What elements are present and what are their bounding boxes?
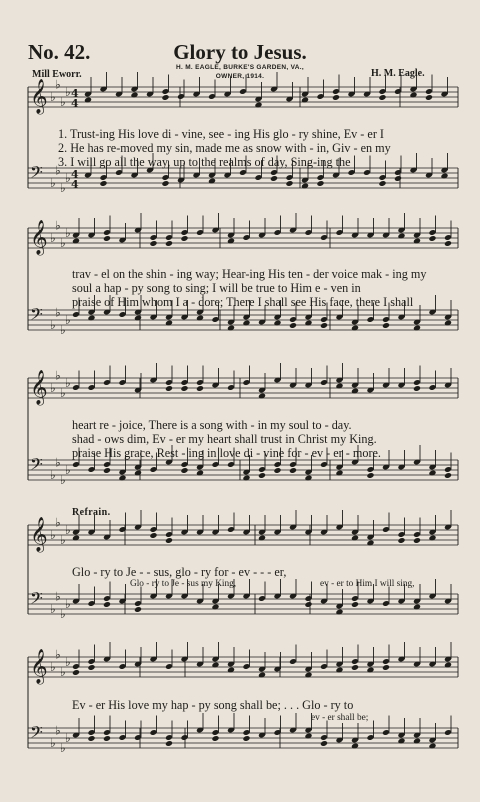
- time-signature-den: 4: [71, 178, 79, 191]
- note-head: [444, 240, 452, 247]
- flat-icon: ♭: [65, 463, 71, 477]
- note-head: [382, 664, 390, 671]
- note-head: [87, 735, 95, 742]
- note-head: [165, 240, 173, 247]
- bass-clef-icon: 𝄢: [30, 588, 43, 612]
- flat-icon: ♭: [60, 181, 66, 195]
- flat-icon: ♭: [50, 231, 56, 245]
- note-head: [351, 664, 359, 671]
- time-signature-num: 4: [71, 168, 79, 181]
- note-head: [165, 537, 173, 544]
- note-head: [72, 669, 80, 676]
- bass-clef-icon: 𝄢: [30, 162, 43, 186]
- note-head: [428, 235, 436, 242]
- flat-icon: ♭: [60, 236, 66, 250]
- flat-icon: ♭: [55, 647, 61, 662]
- note-head: [99, 180, 107, 187]
- lyric-refrain-lower-a: Glo - ry to Je - sus my King,: [130, 579, 237, 589]
- note-head: [413, 537, 421, 544]
- lyric-s2-verse1: trav - el on the shin - ing way; Hear-ing His ten - der voice mak - ing my: [72, 267, 427, 281]
- lyric-s1-verse3: 3. I will go all the way, up to the realms of day, Sing-ing the: [58, 155, 351, 169]
- note-head: [320, 322, 328, 329]
- flat-icon: ♭: [55, 723, 61, 738]
- note-head: [258, 472, 266, 479]
- flat-icon: ♭: [65, 731, 71, 745]
- copyright-line-1: H. M. EAGLE, BURKE'S GARDEN, VA.,: [176, 64, 304, 71]
- flat-icon: ♭: [60, 95, 66, 109]
- flat-icon: ♭: [50, 318, 56, 332]
- note-head: [378, 94, 386, 101]
- flat-icon: ♭: [60, 323, 66, 337]
- flat-icon: ♭: [55, 368, 61, 383]
- flat-icon: ♭: [65, 523, 71, 537]
- note-head: [320, 740, 328, 747]
- flat-icon: ♭: [55, 589, 61, 604]
- flat-icon: ♭: [55, 455, 61, 470]
- flat-icon: ♭: [50, 736, 56, 750]
- note-head: [165, 385, 173, 392]
- composer-credit: H. M. Eagle.: [371, 68, 425, 79]
- flat-icon: ♭: [65, 597, 71, 611]
- tune-name: Mill Eworr.: [32, 69, 82, 80]
- note-head: [180, 467, 188, 474]
- bass-clef-icon: 𝄢: [30, 454, 43, 478]
- lyric-s1-verse2: 2. He has re-moved my sin, made me as snow with - in, Giv - en my: [58, 141, 391, 155]
- flat-icon: ♭: [55, 305, 61, 320]
- lyric-refrain-upper: Glo - ry to Je - - sus, glo - ry for - ev - - - er,: [72, 565, 287, 579]
- treble-clef-icon: 𝄞: [30, 79, 48, 114]
- bass-clef-icon: 𝄢: [30, 722, 43, 746]
- lyric-s5-lower: ev - er shall be;: [311, 713, 369, 723]
- flat-icon: ♭: [50, 660, 56, 674]
- flat-icon: ♭: [65, 313, 71, 327]
- note-head: [425, 94, 433, 101]
- flat-icon: ♭: [65, 85, 71, 99]
- flat-icon: ♭: [60, 386, 66, 400]
- note-head: [134, 606, 142, 613]
- hymn-number: No. 42.: [28, 40, 91, 64]
- treble-clef-icon: 𝄞: [30, 649, 48, 684]
- flat-icon: ♭: [60, 741, 66, 755]
- note-head: [397, 537, 405, 544]
- note-head: [444, 472, 452, 479]
- flat-icon: ♭: [55, 218, 61, 233]
- note-head: [366, 472, 374, 479]
- note-head: [149, 240, 157, 247]
- refrain-label: Refrain.: [72, 507, 111, 518]
- flat-icon: ♭: [55, 163, 61, 178]
- note-head: [103, 735, 111, 742]
- flat-icon: ♭: [60, 665, 66, 679]
- time-signature-num: 4: [71, 87, 79, 100]
- note-head: [304, 601, 312, 608]
- lyric-s2-verse3: praise of Him whom I a - dore; There I shall see His face, there I shall: [72, 295, 414, 309]
- note-head: [316, 180, 324, 187]
- bass-clef-icon: 𝄢: [30, 304, 43, 328]
- lyric-s2-verse2: soul a hap - py song to sing; I will be true to Him e - ven in: [72, 281, 361, 295]
- note-head: [332, 94, 340, 101]
- note-head: [149, 532, 157, 539]
- note-head: [289, 467, 297, 474]
- hymn-title: Glory to Jesus.: [173, 40, 307, 64]
- note-head: [394, 175, 402, 182]
- note-head: [285, 180, 293, 187]
- flat-icon: ♭: [65, 171, 71, 185]
- flat-icon: ♭: [65, 655, 71, 669]
- lyric-s5-upper: Ev - er His love my hap - py song shall be; . . . Glo - ry to: [72, 698, 354, 712]
- flat-icon: ♭: [50, 176, 56, 190]
- flat-icon: ♭: [65, 376, 71, 390]
- treble-clef-icon: 𝄞: [30, 370, 48, 405]
- lyric-refrain-lower-b: ev - er to Him I will sing,: [320, 579, 415, 589]
- copyright-line-2: OWNER, 1914.: [215, 73, 265, 80]
- note-head: [180, 385, 188, 392]
- note-head: [270, 175, 278, 182]
- treble-clef-icon: 𝄞: [30, 220, 48, 255]
- flat-icon: ♭: [55, 515, 61, 530]
- lyric-s1-verse1: 1. Trust-ing His love di - vine, see - ing His glo - ry shine, Ev - er I: [58, 127, 384, 141]
- lyric-s3-verse2: shad - ows dim, Ev - er my heart shall trust in Christ my King.: [72, 432, 377, 446]
- lyric-s3-verse3: praise His grace, Rest - ing in love di - vine for - ev - er - more.: [72, 446, 381, 460]
- note-head: [161, 180, 169, 187]
- note-head: [196, 385, 204, 392]
- flat-icon: ♭: [50, 528, 56, 542]
- note-head: [165, 740, 173, 747]
- time-signature-den: 4: [71, 97, 79, 110]
- note-head: [289, 322, 297, 329]
- flat-icon: ♭: [55, 77, 61, 92]
- flat-icon: ♭: [50, 602, 56, 616]
- note-head: [273, 467, 281, 474]
- note-head: [242, 735, 250, 742]
- note-head: [351, 601, 359, 608]
- note-head: [161, 94, 169, 101]
- flat-icon: ♭: [60, 607, 66, 621]
- flat-icon: ♭: [65, 226, 71, 240]
- note-head: [87, 664, 95, 671]
- note-head: [378, 180, 386, 187]
- flat-icon: ♭: [50, 90, 56, 104]
- lyric-s3-verse1: heart re - joice, There is a song with - in my soul to - day.: [72, 418, 352, 432]
- note-head: [103, 467, 111, 474]
- note-head: [180, 235, 188, 242]
- flat-icon: ♭: [50, 468, 56, 482]
- note-head: [211, 735, 219, 742]
- flat-icon: ♭: [60, 533, 66, 547]
- note-head: [103, 235, 111, 242]
- flat-icon: ♭: [60, 473, 66, 487]
- note-head: [382, 322, 390, 329]
- note-head: [103, 601, 111, 608]
- treble-clef-icon: 𝄞: [30, 517, 48, 552]
- flat-icon: ♭: [50, 381, 56, 395]
- note-head: [413, 385, 421, 392]
